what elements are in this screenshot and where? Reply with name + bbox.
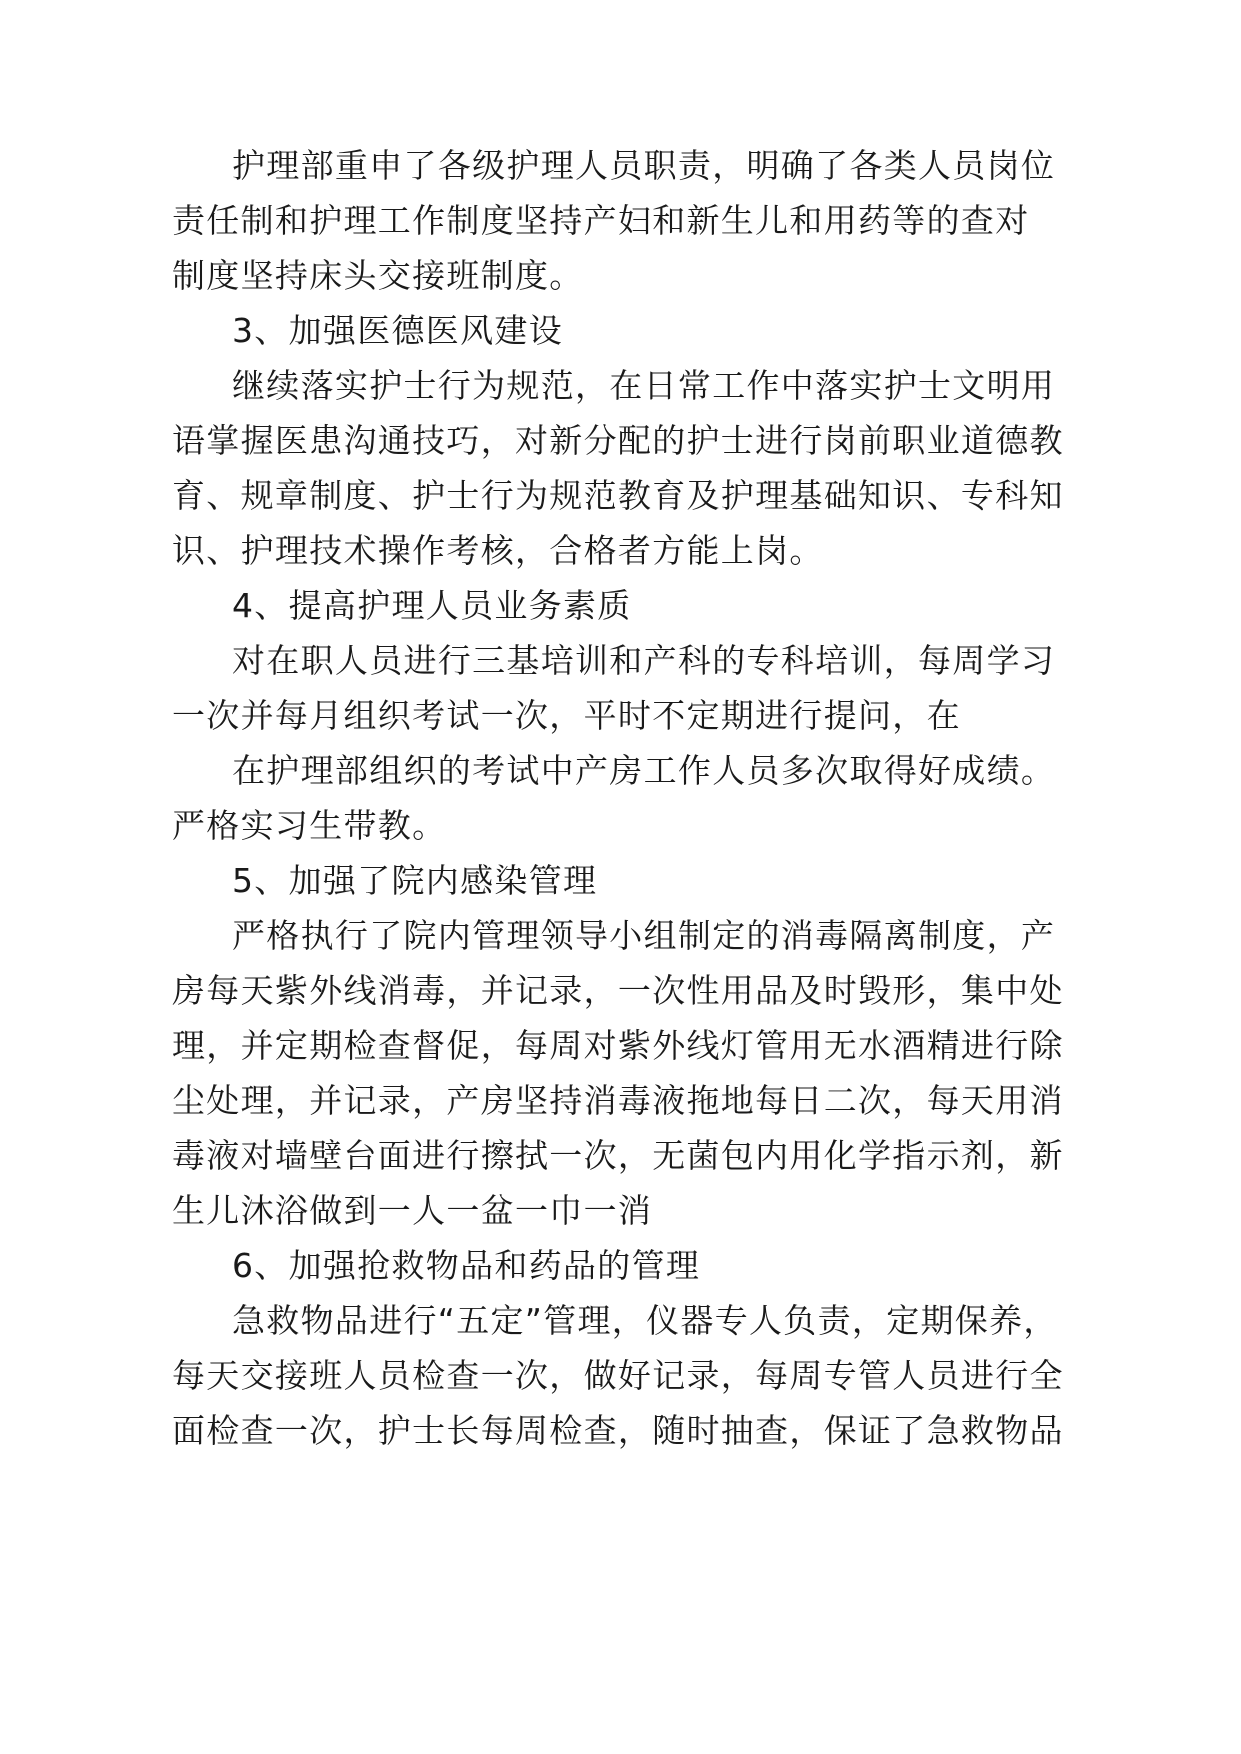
text-line: 房每天紫外线消毒，并记录，一次性用品及时毁形，集中处 [172,971,1064,1010]
text-line: 严格执行了院内管理领导小组制定的消毒隔离制度，产 [232,916,1056,955]
text-line: 生儿沐浴做到一人一盆一巾一消 [172,1191,653,1230]
text-line: 一次并每月组织考试一次，平时不定期进行提问，在 [172,696,961,735]
section-heading: 4、提高护理人员业务素质 [232,586,632,625]
section-heading: 6、加强抢救物品和药品的管理 [232,1246,701,1285]
text-line: 每天交接班人员检查一次，做好记录，每周专管人员进行全 [172,1356,1064,1395]
section-heading: 3、加强医德医风建设 [232,311,563,350]
text-line: 对在职人员进行三基培训和产科的专科培训，每周学习 [232,641,1056,680]
text-line: 面检查一次，护士长每周检查，随时抽查，保证了急救物品 [172,1411,1064,1450]
text-line: 责任制和护理工作制度坚持产妇和新生儿和用药等的查对 [172,201,1030,240]
text-line: 识、护理技术操作考核，合格者方能上岗。 [172,531,824,570]
text-line: 尘处理，并记录，产房坚持消毒液拖地每日二次，每天用消 [172,1081,1064,1120]
text-line: 制度坚持床头交接班制度。 [172,256,584,295]
text-line: 护理部重申了各级护理人员职责，明确了各类人员岗位 [232,146,1056,185]
text-line: 毒液对墙壁台面进行擦拭一次，无菌包内用化学指示剂，新 [172,1136,1064,1175]
text-line: 严格实习生带教。 [172,806,447,845]
text-line: 在护理部组织的考试中产房工作人员多次取得好成绩。 [232,751,1056,790]
text-line: 育、规章制度、护士行为规范教育及护理基础知识、专科知 [172,476,1064,515]
text-line: 急救物品进行“五定”管理，仪器专人负责，定期保养， [232,1301,1058,1340]
text-line: 继续落实护士行为规范，在日常工作中落实护士文明用 [232,366,1056,405]
text-line: 理，并定期检查督促，每周对紫外线灯管用无水酒精进行除 [172,1026,1064,1065]
section-heading: 5、加强了院内感染管理 [232,861,598,900]
text-line: 语掌握医患沟通技巧，对新分配的护士进行岗前职业道德教 [172,421,1064,460]
